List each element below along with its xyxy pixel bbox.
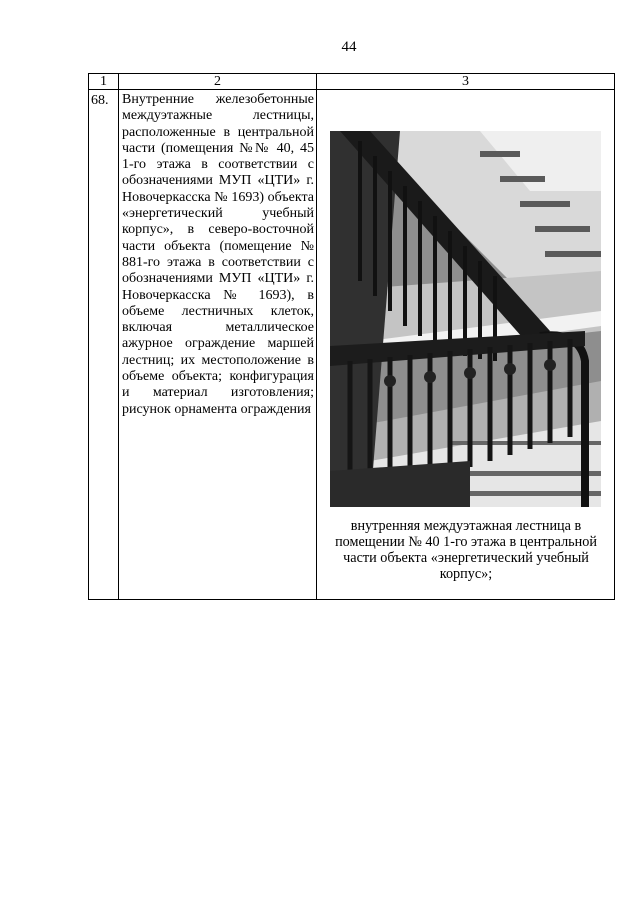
- row-description: Внутренние железобетонные междуэтажные лестницы, расположенные в центральной части (помещения №№ 40, 45 1-го этажа в соответствии с обозначениями МУП «ЦТИ» г. Новочеркасска № 1693) объекта «энергетический учебный корпус», в северо-восточной части объекта (помещение № 881-го этажа в соответствии с обозначениями МУП «ЦТИ» г. Новочеркасска № 1693), в объеме лестничных клеток, включая металлическое ажурное ограждение маршей лестниц; их местоположение в объеме объекта; конфигурация и материал изготовления; рисунок орнамента ограждения: [119, 90, 317, 600]
- column-header-1: 1: [89, 74, 119, 90]
- photo-caption: внутренняя междуэтажная лестница в помещении № 40 1-го этажа в центральной части объекта «энергетический учебный корпус»;: [335, 518, 597, 582]
- page-number: 44: [341, 39, 357, 55]
- table-row: [89, 90, 615, 600]
- column-header-2: 2: [119, 74, 317, 90]
- staircase-photo: [330, 131, 601, 507]
- column-header-3: 3: [317, 74, 615, 90]
- row-number: 68.: [89, 90, 119, 600]
- photo-cell: [317, 90, 615, 600]
- table-header-row: [89, 74, 615, 90]
- monument-table: [88, 73, 615, 600]
